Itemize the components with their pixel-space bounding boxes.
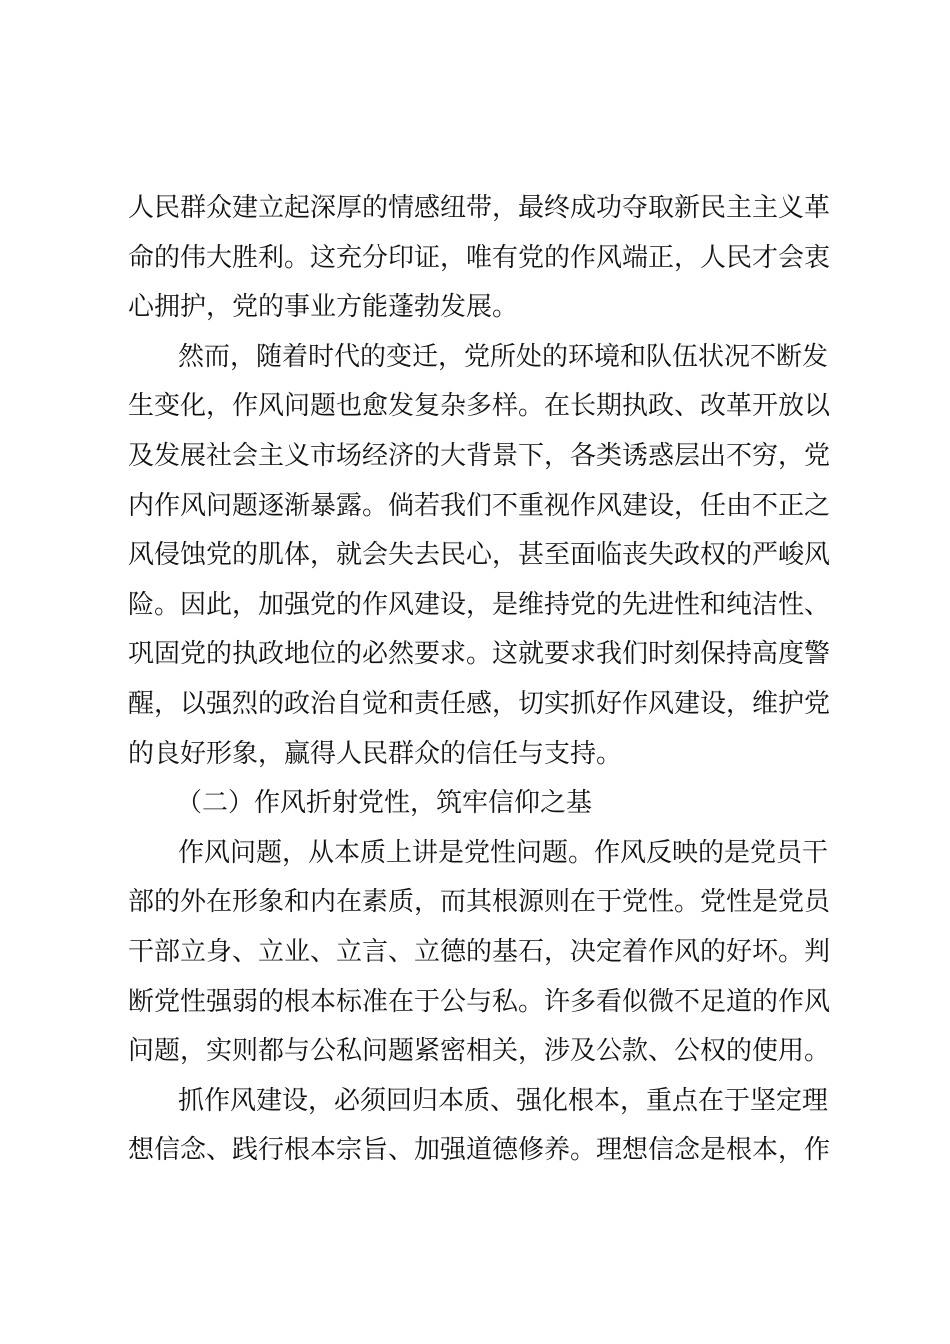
text-line: 风侵蚀党的肌体，就会失去民心，甚至面临丧失政权的严峻风 [128,540,831,571]
text-line: 抓作风建设，必须回归本质、强化根本，重点在于坚定理 [178,1085,829,1116]
text-line: 作风问题，从本质上讲是党性问题。作风反映的是党员干 [178,837,829,868]
text-line: 醒，以强烈的政治自觉和责任感，切实抓好作风建设，维护党 [128,688,831,719]
text-line: 巩固党的执政地位的必然要求。这就要求我们时刻保持高度警 [128,639,831,670]
text-line: 内作风问题逐渐暴露。倘若我们不重视作风建设，任由不正之 [128,490,831,521]
text-line: 干部立身、立业、立言、立德的基石，决定着作风的好坏。判 [128,936,831,967]
text-line: 及发展社会主义市场经济的大背景下，各类诱惑层出不穷，党 [128,440,831,471]
text-line: 生变化，作风问题也愈发复杂多样。在长期执政、改革开放以 [128,391,831,422]
text-line: 心拥护，党的事业方能蓬勃发展。 [128,292,519,323]
text-line: 险。因此，加强党的作风建设，是维持党的先进性和纯洁性、 [128,589,831,620]
text-line: 断党性强弱的根本标准在于公与私。许多看似微不足道的作风 [128,986,831,1017]
text-line: 然而，随着时代的变迁，党所处的环境和队伍状况不断发 [178,341,829,372]
text-line: 命的伟大胜利。这充分印证，唯有党的作风端正，人民才会衷 [128,242,831,273]
text-line: 部的外在形象和内在素质，而其根源则在于党性。党性是党员 [128,887,831,918]
text-line: 人民群众建立起深厚的情感纽带，最终成功夺取新民主主义革 [128,193,831,223]
section-heading: （二）作风折射党性，筑牢信仰之基 [176,788,593,819]
text-line: 的良好形象，赢得人民群众的信任与支持。 [128,738,623,769]
text-line: 想信念、践行根本宗旨、加强道德修养。理想信念是根本，作 [128,1135,831,1166]
body-text [128,184,848,1176]
text-line: 问题，实则都与公私问题紧密相关，涉及公款、公权的使用。 [128,1036,831,1067]
